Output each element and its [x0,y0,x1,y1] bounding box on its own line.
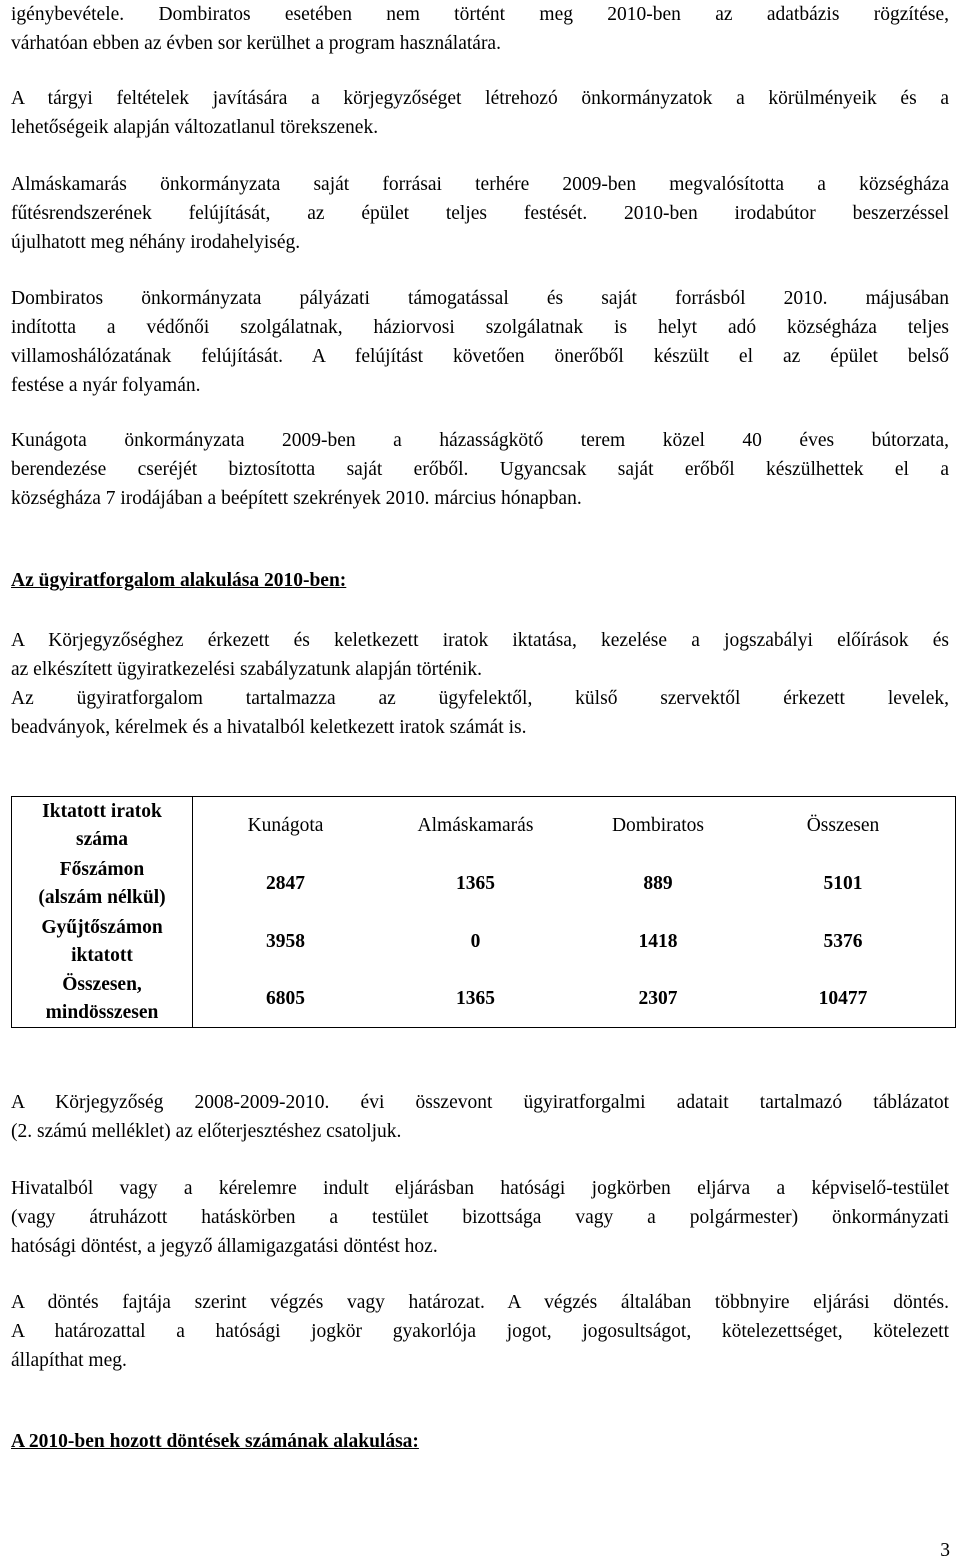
column-header-kunagota: Kunágota [247,815,324,836]
column-header-osszesen: Összesen [806,815,880,836]
row-header-text: iktatott [71,945,133,966]
paragraph-attachment [11,1088,949,1146]
section-heading-document-traffic: Az ügyiratforgalom alakulása 2010-ben: [11,570,347,591]
table-cell: 1418 [638,931,678,952]
paragraph-intro-continuation [11,0,949,58]
text-line: beadványok, kérelmek és a hivatalból keletkezett iratok számát is. [11,717,527,738]
text-line: A Körjegyzőség 2008-2009-2010. évi összevont ügyiratforgalmi adatait tartalmazó táblázatot [11,1092,949,1113]
table-row-header [12,913,192,971]
text-line: A határozattal a hatósági jogkör gyakorlója jogot, jogosultságot, kötelezettséget, kötelezett [11,1321,949,1342]
page-number: 3 [940,1540,950,1561]
text-line: festése a nyár folyamán. [11,375,201,396]
row-header-text: Főszámon [59,859,145,880]
row-header-column [12,797,193,1027]
text-line: állapíthat meg. [11,1350,127,1371]
text-line: indította a védőnői szolgálatnak, háziorvosi szolgálatnak is helyt adó községháza teljes [11,317,949,338]
paragraph-traffic-contents [11,684,949,742]
column-header-dombiratos: Dombiratos [611,815,705,836]
text-line: Almáskamarás önkormányzata saját forrásai terhére 2009-ben megvalósította a községháza [11,174,949,195]
table-row [193,913,955,971]
table-header-row [193,797,955,855]
section-heading-decisions: A 2010-ben hozott döntések számának alakulása: [11,1431,419,1452]
row-header-text: Iktatott iratok [42,801,162,822]
table-row [193,971,955,1027]
table-cell: 5376 [823,931,863,952]
table-row-header [12,855,192,913]
table-cell: 0 [470,931,481,952]
text-line: községháza 7 irodájában a beépített szekrények 2010. március hónapban. [11,488,582,509]
row-header-text: Gyűjtőszámon [41,917,163,938]
text-line: Az ügyiratforgalom tartalmazza az ügyfelektől, külső szervektől érkezett levelek, [11,688,949,709]
text-line: igénybevétele. Dombiratos esetében nem történt meg 2010-ben az adatbázis rögzítése, [11,4,949,25]
table-cell: 1365 [456,988,495,1009]
paragraph-decision-types [11,1288,949,1375]
table-cell: 2307 [638,988,678,1009]
text-line: az elkészített ügyiratkezelési szabályzatunk alapján történik. [11,659,483,680]
text-line: berendezése cseréjét biztosította saját erőből. Ugyancsak saját erőből készülhettek el a [11,459,949,480]
table-cell: 3958 [266,931,305,952]
table-cell: 10477 [818,988,868,1009]
text-line: (2. számú melléklet) az előterjesztéshez csatoljuk. [11,1121,402,1142]
text-line: várhatóan ebben az évben sor kerülhet a program használatára. [11,33,501,54]
table-row [193,855,955,913]
table-cell: 1365 [456,873,495,894]
table-row-header [12,971,192,1027]
text-line: lehetőségeik alapján változatlanul törekszenek. [11,117,379,138]
table-cell: 889 [643,873,673,894]
row-header-text: száma [76,829,128,850]
table-container [11,796,956,1028]
table-values-region [193,797,955,1027]
text-line: hatósági döntést, a jegyző államigazgatási döntést hoz. [11,1236,438,1257]
text-line: villamoshálózatának felújítását. A felújítást követően önerőből készült el az épület belső [11,346,949,367]
paragraph-material-conditions [11,84,949,142]
text-line: (vagy átruházott hatáskörben a testület bizottsága vagy a polgármester) önkormányzati [11,1207,949,1228]
text-line: A döntés fajtája szerint végzés vagy határozat. A végzés általában többnyire eljárási döntés. [11,1292,949,1313]
text-line: Hivatalból vagy a kérelemre indult eljárásban hatósági jogkörben eljárva a képviselő-testület [11,1178,949,1199]
text-line: Kunágota önkormányzata 2009-ben a házasságkötő terem közel 40 éves bútorzata, [11,430,949,451]
column-header-almaskamaras: Almáskamarás [417,815,534,836]
paragraph-authority-decisions [11,1174,949,1261]
row-header-text: Összesen, [62,974,142,995]
text-line: fűtésrendszerének felújítását, az épület teljes festését. 2010-ben irodabútor beszerzéssel [11,203,949,224]
text-line: Dombiratos önkormányzata pályázati támogatással és saját forrásból 2010. májusában [11,288,949,309]
table-cell: 5101 [823,873,863,894]
text-line: A Körjegyzőséghez érkezett és keletkezett iratok iktatása, kezelése a jogszabályi előírások és [11,630,949,651]
table-cell: 2847 [266,873,305,894]
paragraph-registry [11,626,949,684]
row-header-text: (alszám nélkül) [38,887,166,908]
row-header-text: mindösszesen [45,1002,159,1023]
table-cell: 6805 [266,988,305,1009]
text-line: újulhatott meg néhány irodahelyiség. [11,232,301,253]
text-line: A tárgyi feltételek javítására a körjegyzőséget létrehozó önkormányzatok a körülményeik és a [11,88,949,109]
paragraph-kunagota [11,426,949,513]
paragraph-dombiratos [11,284,949,400]
paragraph-almaskamaras [11,170,949,257]
table-row-header [12,797,192,855]
